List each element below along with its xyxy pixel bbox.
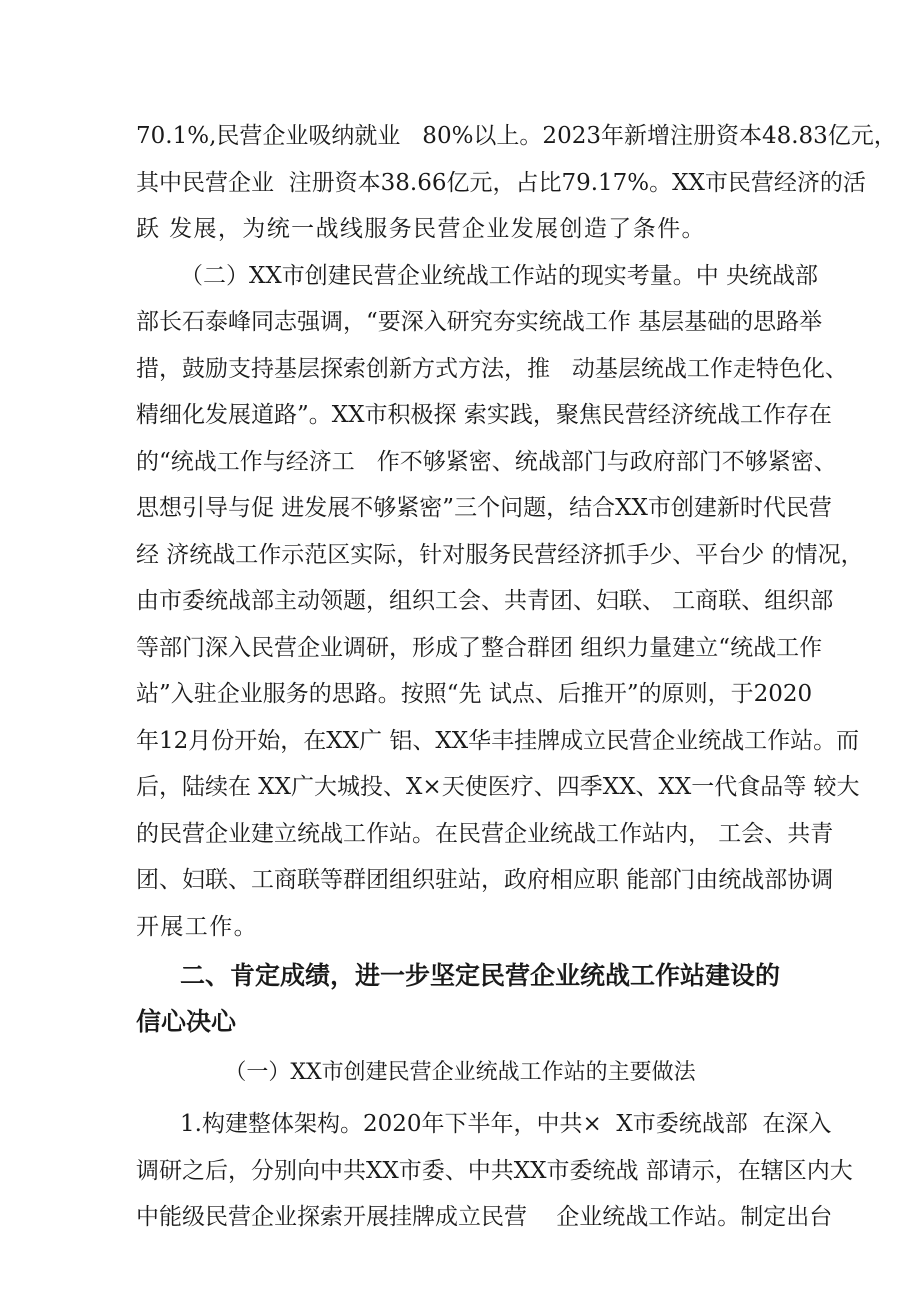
body-text-line: 精细化发展道路”。XX市积极探 索实践，聚焦民营经济统战工作存在 — [136, 402, 832, 428]
body-text-line: 措，鼓励支持基层探索创新方式方法，推 动基层统战工作走特色化、 — [136, 356, 848, 382]
section-heading: 二、肯定成绩，进一步坚定民营企业统战工作站建设的 — [180, 961, 781, 990]
body-text-line: 其中民营企业 注册资本38.66亿元，占比79.17%。XX市民营经济的活 — [136, 170, 866, 196]
body-text-line: （二）XX市创建民营企业统战工作站的现实考量。中 央统战部 — [180, 263, 819, 289]
body-text-line: 等部门深入民营企业调研，形成了整合群团 组织力量建立“统战工作 — [136, 635, 823, 661]
subsection-heading: （一）XX市创建民营企业统战工作站的主要做法 — [224, 1060, 696, 1085]
body-text-line: 经 济统战工作示范区实际，针对服务民营经济抓手少、平台少 的情况， — [136, 542, 864, 568]
body-text-line: 开展工作。 — [136, 914, 258, 940]
body-text-line: 跃 发展，为统一战线服务民营企业发展创造了条件。 — [136, 216, 706, 242]
body-text-line: 1.构建整体架构。2020年下半年，中共× X市委统战部 在深入 — [180, 1111, 832, 1137]
body-text-line: 年12月份开始，在XX广 铝、XX华丰挂牌成立民营企业统战工作站。而 — [136, 728, 860, 754]
section-heading-continued: 信心决心 — [136, 1007, 237, 1036]
body-text-line: 调研之后，分别向中共XX市委、中共XX市委统战 部请示，在辖区内大 — [136, 1158, 853, 1184]
body-text-line: 部长石泰峰同志强调，“要深入研究夯实统战工作 基层基础的思路举 — [136, 309, 823, 335]
body-text-line: 由市委统战部主动领题，组织工会、共青团、妇联、 工商联、组织部 — [136, 588, 834, 614]
body-text-line: 团、妇联、工商联等群团组织驻站，政府相应职 能部门由统战部协调 — [136, 867, 834, 893]
body-text-line: 站”入驻企业服务的思路。按照“先 试点、后推开”的原则，于2020 — [136, 681, 813, 707]
body-text-line: 中能级民营企业探索开展挂牌成立民营 企业统战工作站。制定出台 — [136, 1204, 833, 1230]
body-text-line: 的“统战工作与经济工 作不够紧密、统战部门与政府部门不够紧密、 — [136, 449, 837, 475]
body-text-line: 后，陆续在 XX广大城投、X×天使医疗、四季XX、XX一代食品等 较大 — [136, 774, 860, 800]
body-text-line: 70.1%,民营企业吸纳就业 80%以上。2023年新增注册资本48.83亿元， — [136, 123, 897, 149]
body-text-line: 的民营企业建立统战工作站。在民营企业统战工作站内， 工会、共青 — [136, 821, 834, 847]
body-text-line: 思想引导与促 进发展不够紧密”三个问题，结合XX市创建新时代民营 — [136, 495, 832, 521]
